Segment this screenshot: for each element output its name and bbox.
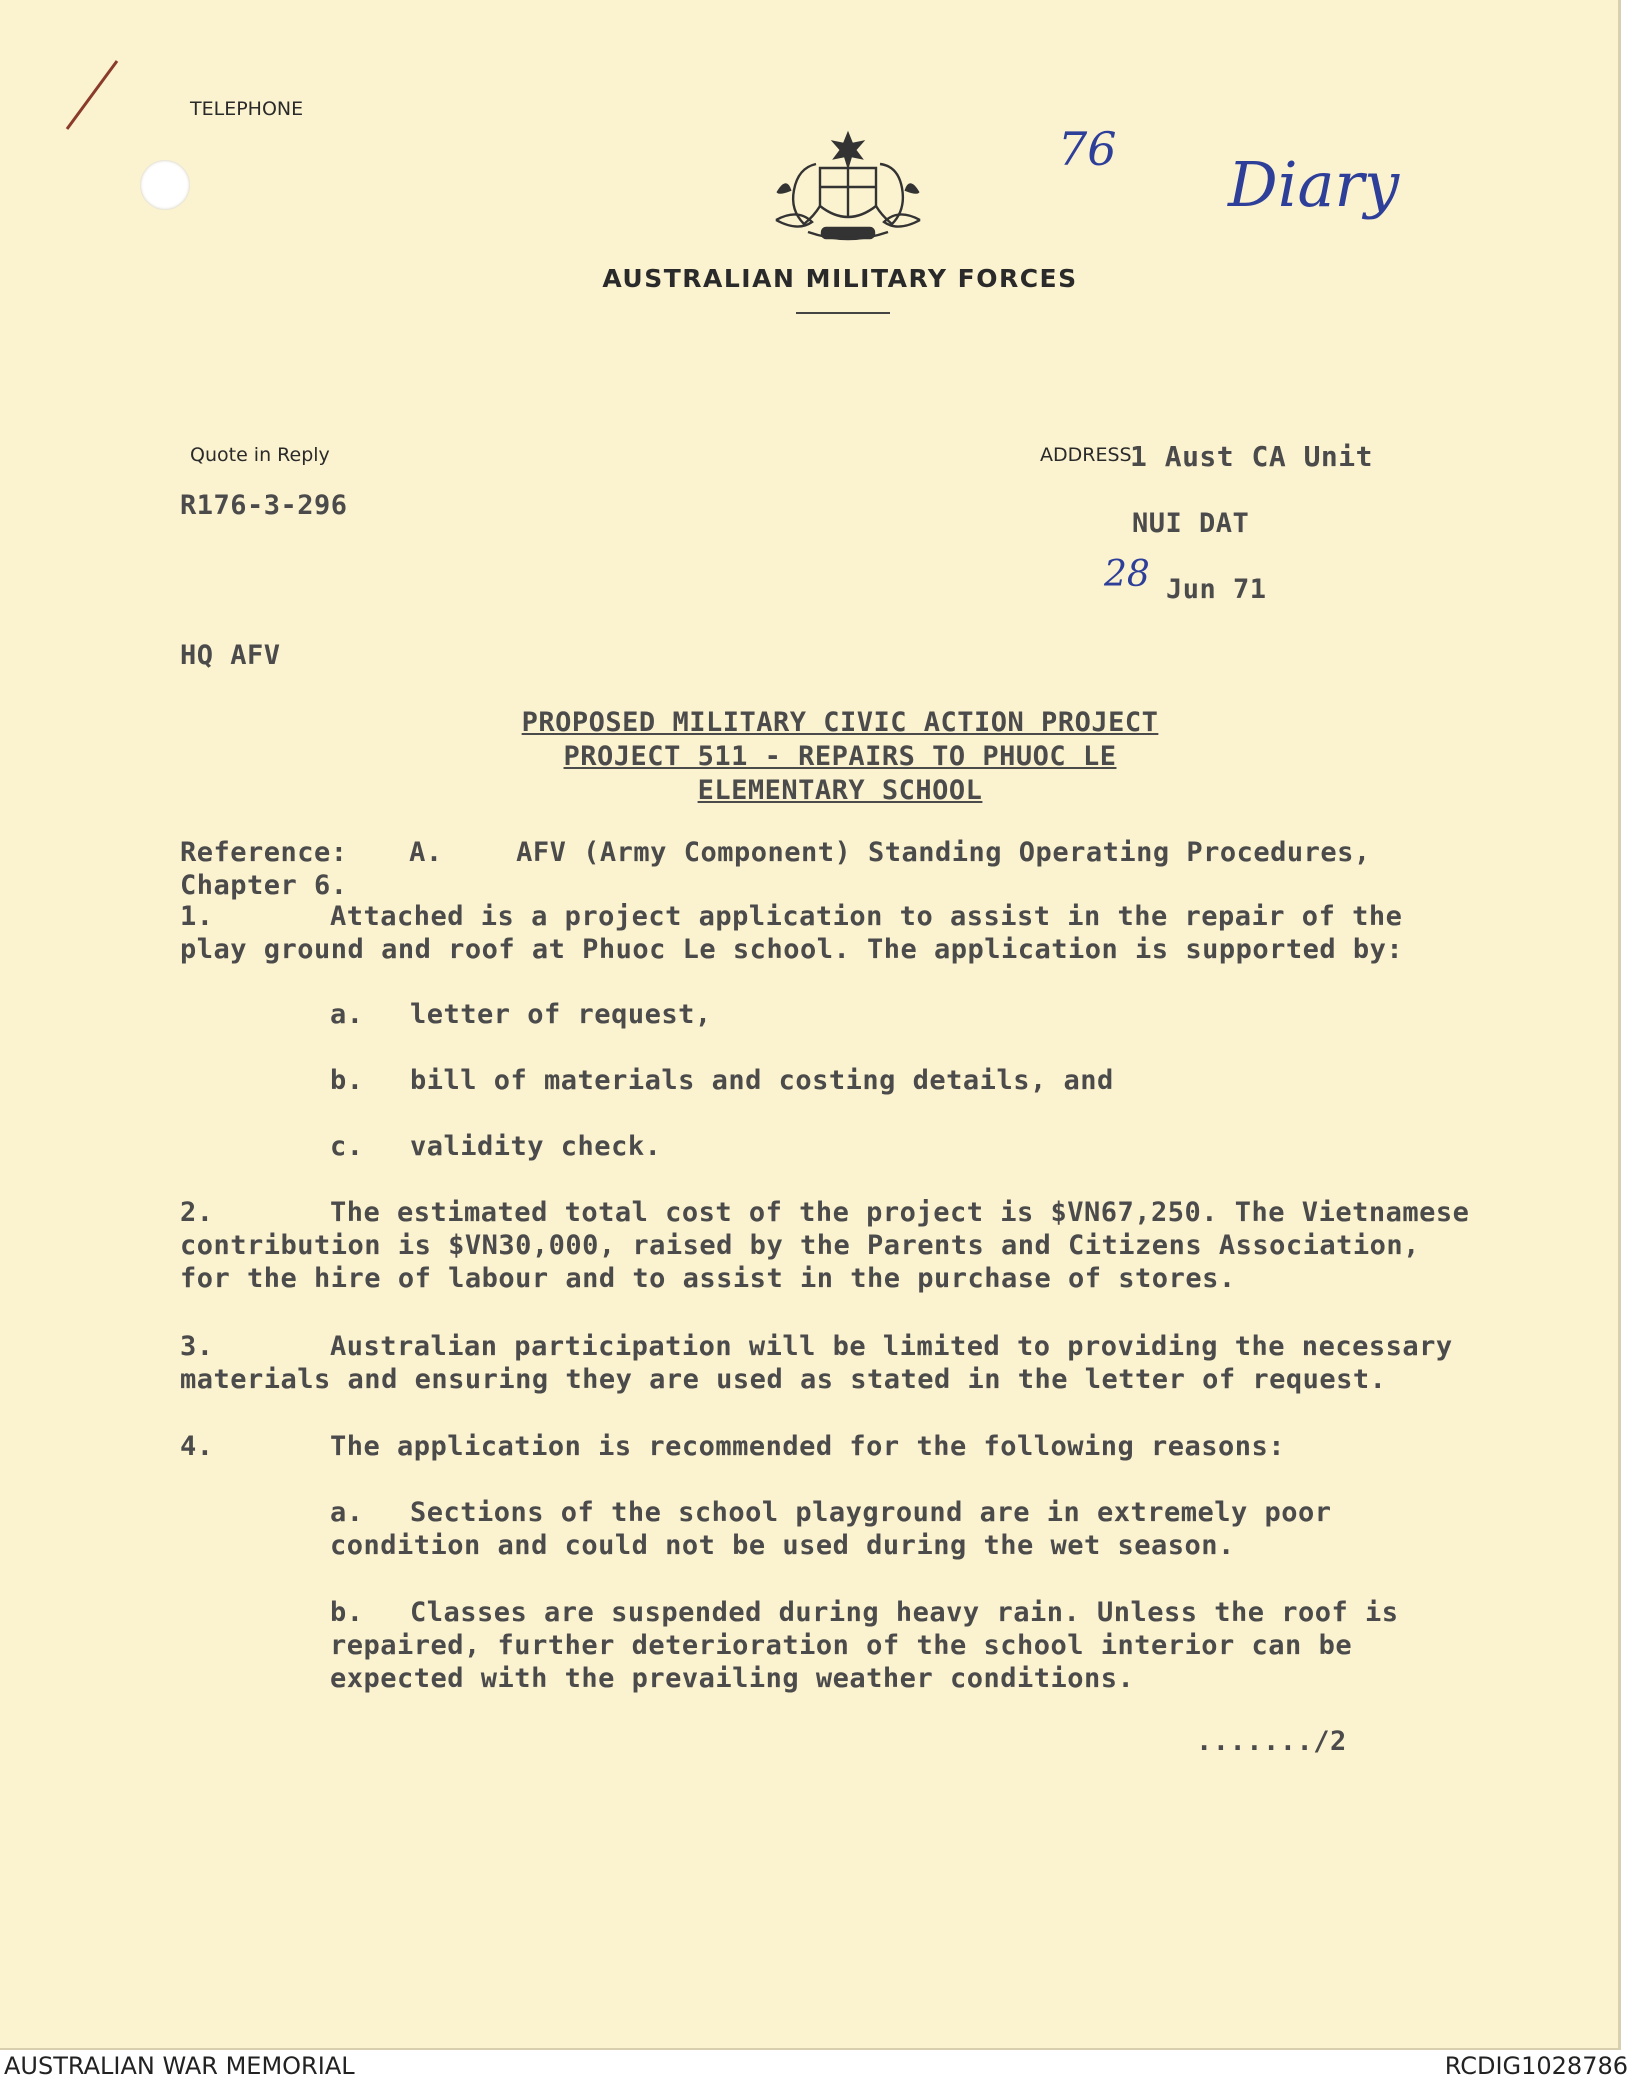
handwritten-diary: Diary: [1228, 148, 1400, 221]
pencil-mark-icon: [55, 55, 125, 135]
title-line-1: PROPOSED MILITARY CIVIC ACTION PROJECT: [521, 707, 1159, 738]
reference-line: [180, 836, 1480, 902]
address-line-1: 1 Aust CA Unit: [1130, 440, 1374, 473]
reference-item-label: A.: [409, 837, 443, 868]
organisation-name: AUSTRALIAN MILITARY FORCES: [602, 264, 1078, 293]
paragraph-2-number: 2.: [180, 1197, 214, 1228]
paragraph-4-number: 4.: [180, 1431, 214, 1462]
address-line-2: NUI DAT: [1132, 508, 1250, 539]
paragraph-3: [180, 1330, 1480, 1396]
p4-item-a: [330, 1496, 1480, 1562]
p4-item-a-label: a.: [330, 1497, 364, 1528]
document-title: [340, 706, 1340, 808]
p1-item-b-text: bill of materials and costing details, and: [410, 1065, 1114, 1096]
archive-footer: [0, 2050, 1640, 2082]
reference-number: R176-3-296: [180, 490, 348, 521]
paragraph-3-text: Australian participation will be limited to providing the necessary materials and ensuring they are used as stated in the letter of request.: [180, 1331, 1453, 1395]
recipient: HQ AFV: [180, 640, 281, 671]
p1-item-c-label: c.: [330, 1131, 364, 1162]
p1-item-a: [330, 998, 1480, 1031]
title-line-2: PROJECT 511 - REPAIRS TO PHUOC LE: [563, 741, 1117, 772]
p4-item-a-text: Sections of the school playground are in extremely poor condition and could not be used during the wet season.: [330, 1497, 1332, 1561]
paragraph-3-number: 3.: [180, 1331, 214, 1362]
p4-item-b-label: b.: [330, 1597, 364, 1628]
p1-item-c: [330, 1130, 1480, 1163]
address-label: ADDRESS: [1040, 444, 1132, 466]
p4-item-b: [330, 1596, 1480, 1695]
paragraph-4: [180, 1430, 1480, 1463]
p1-item-c-text: validity check.: [410, 1131, 662, 1162]
footer-right: RCDIG1028786: [1444, 2052, 1628, 2080]
p1-item-b: [330, 1064, 1480, 1097]
footer-left: AUSTRALIAN WAR MEMORIAL: [4, 2052, 355, 2080]
p1-item-a-label: a.: [330, 999, 364, 1030]
punch-hole: [140, 160, 190, 210]
title-line-3: ELEMENTARY SCHOOL: [697, 775, 983, 806]
paragraph-1: [180, 900, 1480, 966]
header-divider: [796, 312, 890, 314]
paragraph-1-text: Attached is a project application to assist in the repair of the play ground and roof at Phuoc Le school. The application is supported by:: [180, 901, 1404, 965]
paragraph-1-number: 1.: [180, 901, 214, 932]
p1-item-b-label: b.: [330, 1065, 364, 1096]
date-month-year: Jun 71: [1166, 574, 1267, 605]
continuation-marker: ......./2: [1196, 1726, 1347, 1757]
coat-of-arms-icon: [768, 128, 928, 246]
reference-text: AFV (Army Component) Standing Operating Procedures, Chapter 6.: [180, 837, 1371, 901]
quote-in-reply-label: Quote in Reply: [190, 444, 330, 466]
paragraph-2: [180, 1196, 1480, 1295]
p1-item-a-text: letter of request,: [410, 999, 712, 1030]
telephone-label: TELEPHONE: [190, 98, 304, 120]
reference-label: Reference:: [180, 837, 348, 868]
date-day: 28: [1104, 554, 1150, 595]
p4-item-b-text: Classes are suspended during heavy rain. Unless the roof is repaired, further deterioration of the school interior can be expected with the prevailing weather conditions.: [330, 1597, 1399, 1694]
paragraph-4-text: The application is recommended for the following reasons:: [330, 1431, 1286, 1462]
handwritten-mark: 76: [1058, 122, 1117, 176]
paragraph-2-text: The estimated total cost of the project is $VN67,250. The Vietnamese contribution is $VN30,000, raised by the Parents and Citizens Association, for the hire of labour and to assist in the purchase of stores.: [180, 1197, 1470, 1294]
